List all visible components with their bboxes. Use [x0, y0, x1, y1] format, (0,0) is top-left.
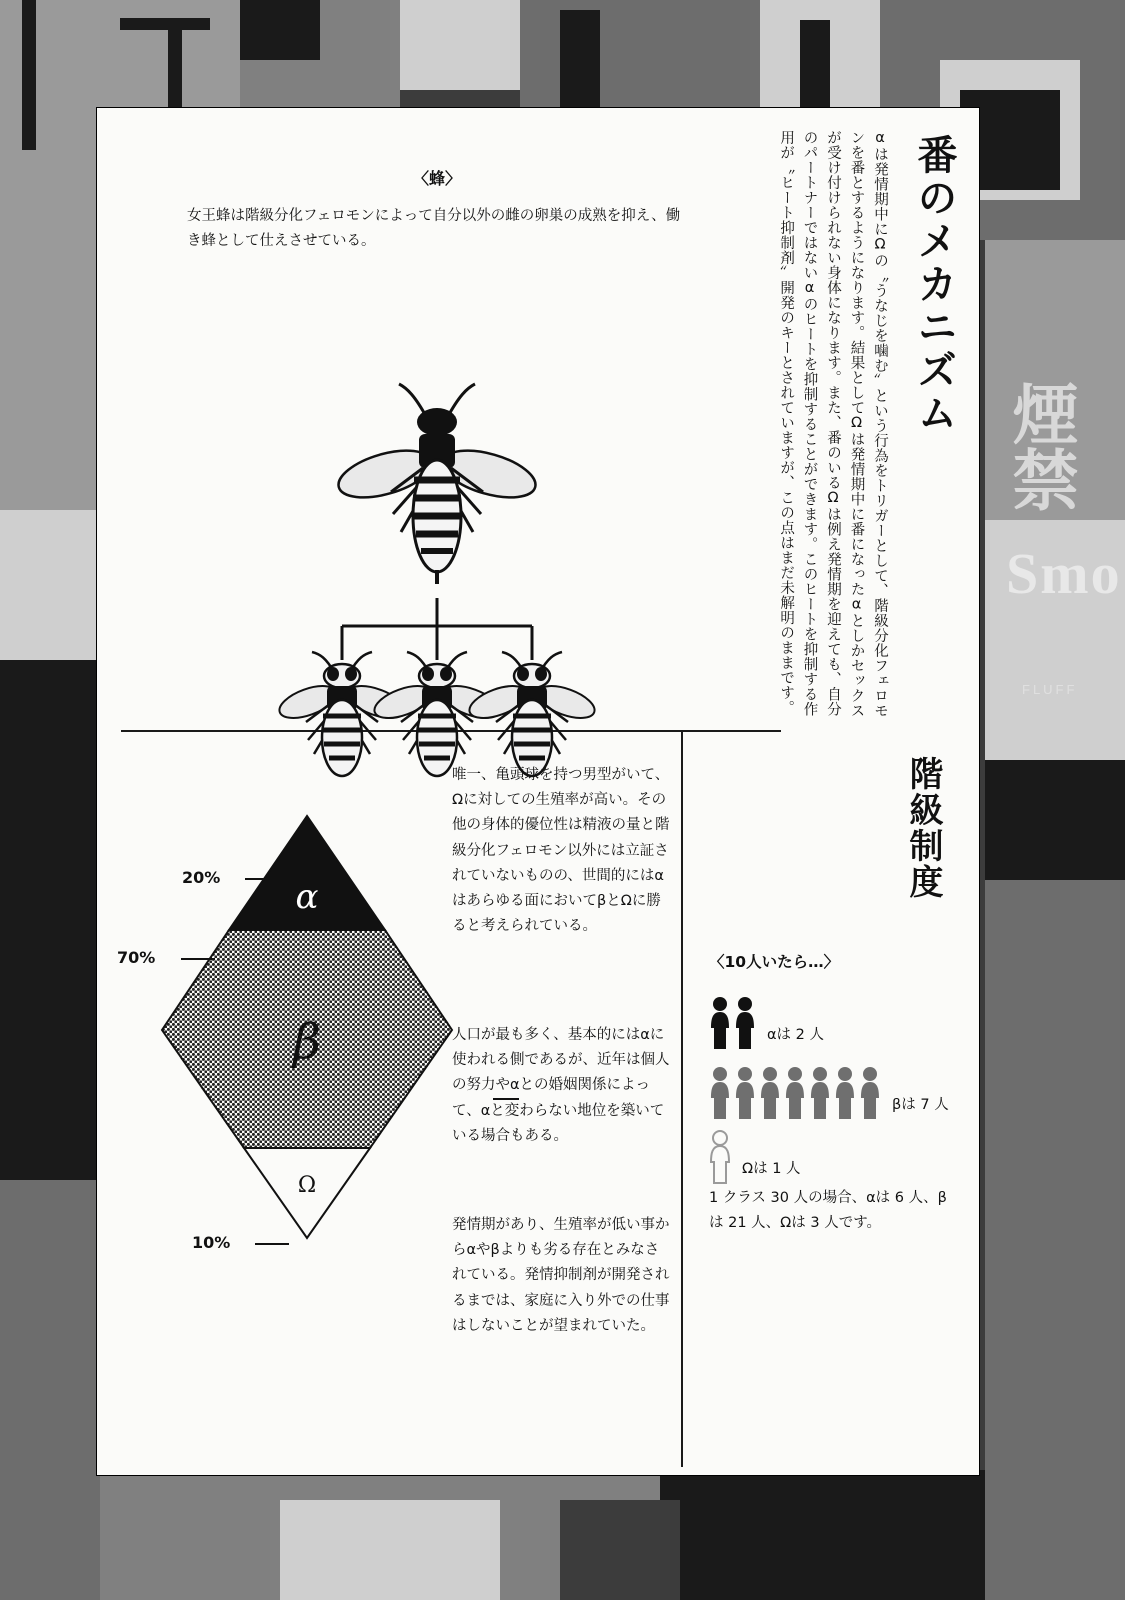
person-icon [809, 1066, 831, 1120]
beta-percent-label: 70% [117, 948, 156, 967]
worker-bee-3 [465, 652, 598, 776]
person-icon [734, 1066, 756, 1120]
person-icon [859, 1066, 881, 1120]
omega-percent-label: 10% [192, 1233, 231, 1252]
beta-people-row [709, 1066, 949, 1120]
bg-shape [0, 150, 100, 510]
bg-shape [985, 760, 1125, 880]
bee-section-caption: 女王蜂は階級分化フェロモンによって自分以外の雌の卵巣の成熟を抑え、働き蜂として仕えさせている。 [187, 208, 681, 249]
person-icon [759, 1066, 781, 1120]
beta-tick [181, 958, 215, 960]
bg-shape [168, 30, 182, 110]
omega-tick [255, 1243, 289, 1245]
person-icon [834, 1066, 856, 1120]
omega-label: Ω [297, 1173, 317, 1198]
alpha-description: 唯一、亀頭球を持つ男型がいて、Ωに対しての生殖率が高い。その他の身体的優位性は精液の量と階級分化フェロモン以外には立証されていないものの、世間的にはαはあらゆる面においてβとΩに勝ると考えられている。 [452, 767, 670, 935]
bg-fluff-text: FLUFF [1022, 682, 1078, 697]
bg-smoke-text: Smo [1006, 541, 1122, 606]
bg-shape [560, 1500, 680, 1600]
hierarchy-connectors [342, 598, 532, 660]
person-icon [784, 1066, 806, 1120]
bg-shape [280, 1500, 500, 1600]
bg-shape [985, 880, 1125, 1600]
bg-shape [0, 1180, 100, 1600]
alpha-tick [245, 878, 279, 880]
bg-shape [520, 0, 760, 120]
person-icon [709, 996, 731, 1050]
beta-description: 人口が最も多く、基本的にはαに使われる側であるが、近年は個人の努力やαとの婚姻関係によって、αと変わらない地位を築いている場合もある。 [452, 1027, 670, 1144]
mechanism-body-text: αは発情期中にΩの〝うなじを噛む〟という行為をトリガーとして、階級分化フェロモンを番とするようになります。結果としてΩは発情期中に番になったαとしかセックスが受け付けられない身体になります。また、番のいるΩは例え発情期を迎えても、自分のパートナーではないαのヒートを抑制することができます。このヒートを抑制する作用が〝ヒート抑制剤〟開発のキーとされていますが、この点はまだ未解明のままです。 [778, 130, 888, 718]
ten-people-heading: 〈10人いたら…〉 [709, 953, 840, 971]
queen-bee [333, 384, 540, 584]
article-page [97, 108, 979, 1475]
beta-label: β [293, 1014, 321, 1070]
alpha-people-label: αは 2 人 [767, 1027, 825, 1043]
bee-diagram-svg [137, 308, 737, 788]
page-title: 番のメカニズム [911, 134, 957, 435]
bg-shape [660, 1470, 985, 1600]
omega-people-label: Ωは 1 人 [742, 1161, 801, 1177]
alpha-people-row [709, 996, 824, 1050]
alpha-percent-label: 20% [182, 868, 221, 887]
alpha-label: α [295, 877, 319, 917]
omega-people-row [709, 1130, 801, 1184]
bee-section-heading: 〈蜂〉 [412, 169, 461, 188]
person-icon [709, 1066, 731, 1120]
section-divider-vertical [681, 732, 683, 1467]
bee-hierarchy-diagram [137, 308, 737, 788]
bg-shape [240, 0, 320, 60]
bg-shape [120, 18, 210, 30]
omega-description: 発情期があり、生殖率が低い事からαやβよりも劣る存在とみなされている。発情抑制剤が開発されるまでは、家庭に入り外での仕事はしないことが望まれていた。 [452, 1217, 670, 1334]
bg-shape [560, 10, 600, 110]
bg-shape [0, 510, 100, 660]
bg-shape [400, 0, 520, 90]
bg-shape [0, 660, 100, 1180]
class-system-title: 階級制度 [903, 756, 943, 900]
class-size-note: 1 クラス 30 人の場合、αは 6 人、βは 21 人、Ωは 3 人です。 [709, 1190, 947, 1231]
person-icon [734, 996, 756, 1050]
bg-kanji-text: 煙禁 [1001, 380, 1078, 512]
person-icon [709, 1130, 731, 1184]
beta-people-label: βは 7 人 [892, 1097, 949, 1113]
